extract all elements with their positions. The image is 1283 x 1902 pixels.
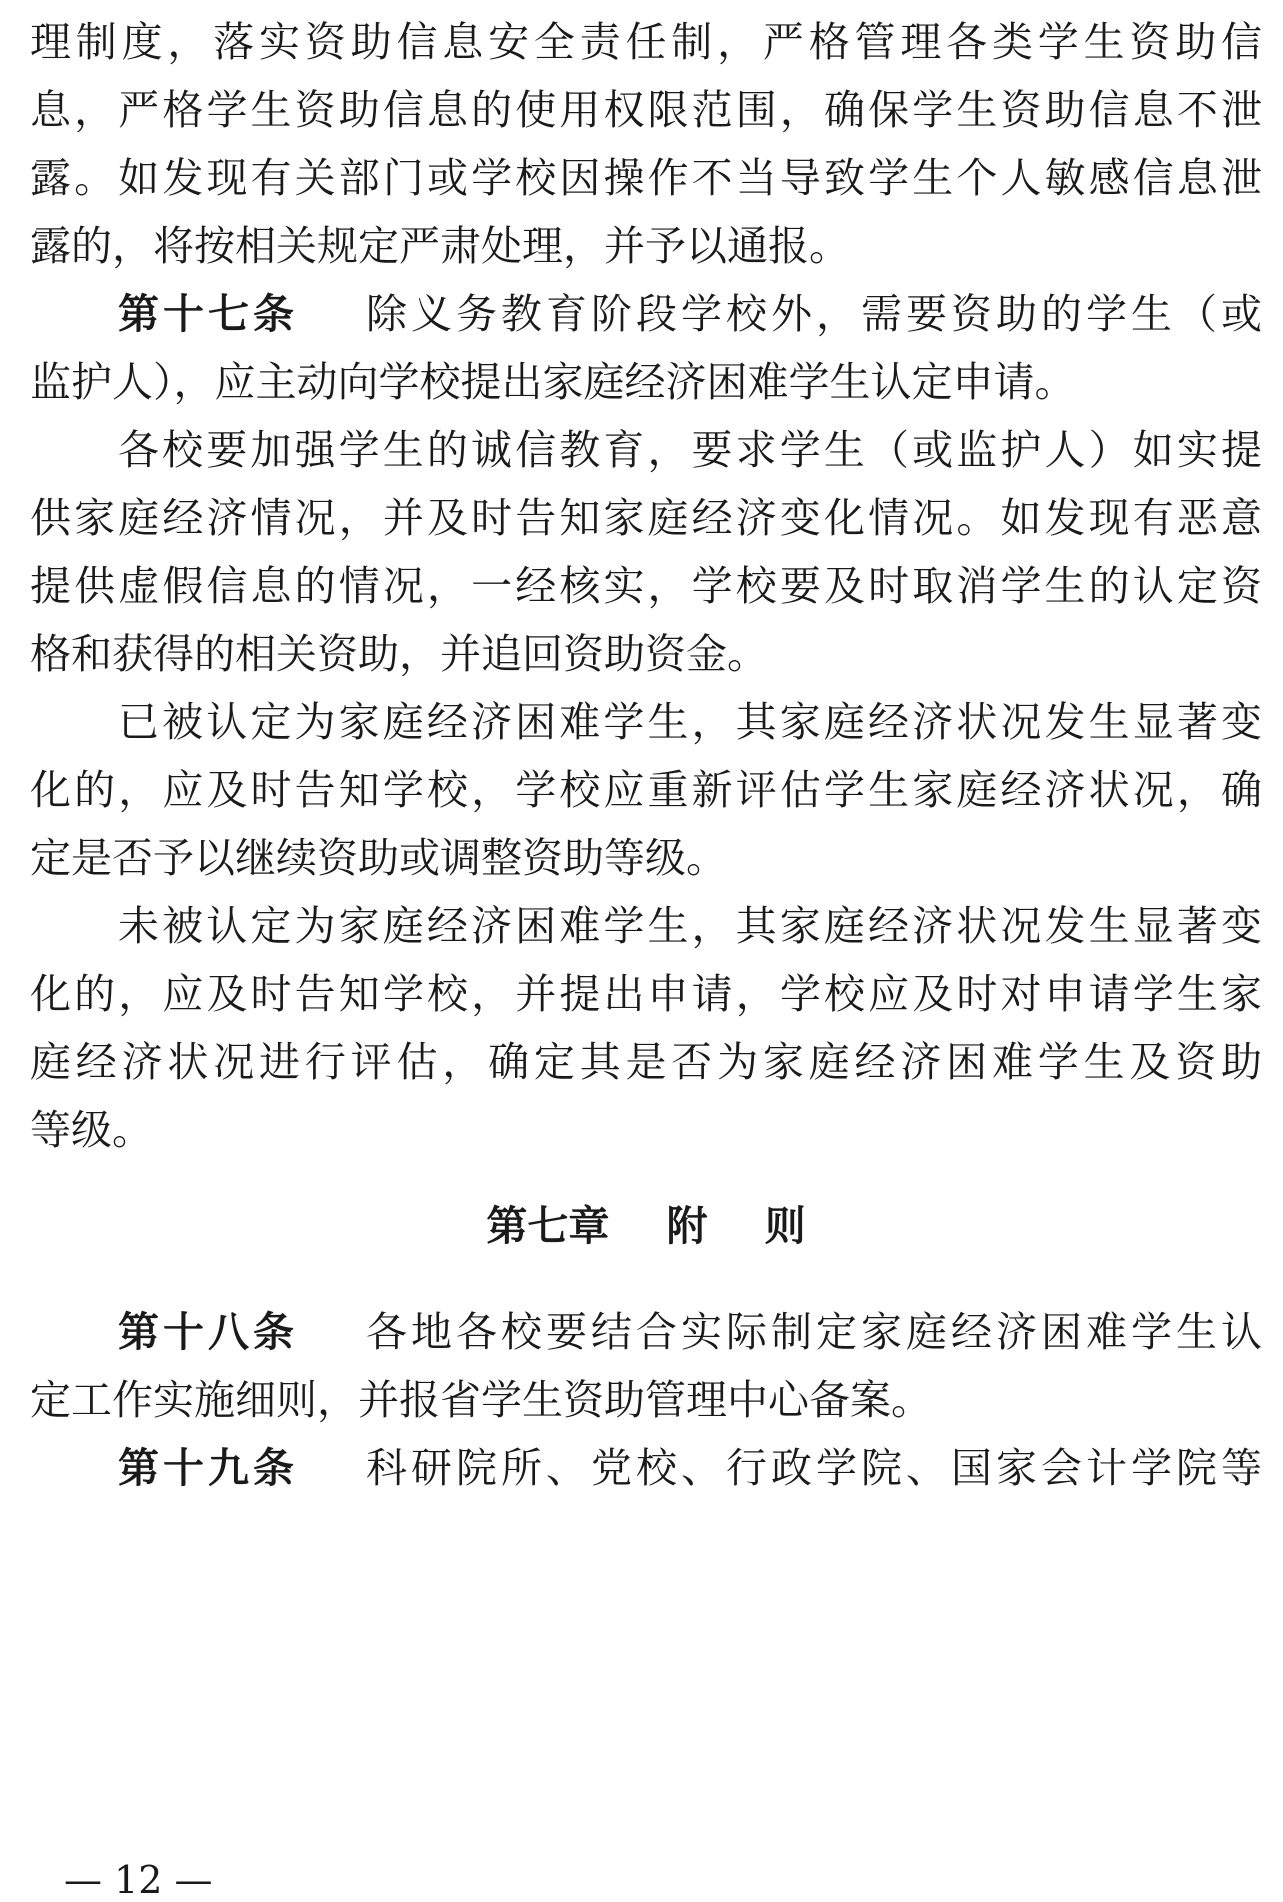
paragraph-line: 监护人），应主动向学校提出家庭经济困难学生认定申请。 <box>30 358 1076 406</box>
paragraph-line: 理制度，落实资助信息安全责任制，严格管理各类学生资助信 <box>30 18 1262 66</box>
paragraph-line: 息，严格学生资助信息的使用权限范围，确保学生资助信息不泄 <box>30 86 1262 134</box>
article-19-text: 科研院所、党校、行政学院、国家会计学院等 <box>366 1444 1262 1492</box>
article-18-line-1 <box>30 1302 1262 1362</box>
paragraph-line: 供家庭经济情况，并及时告知家庭经济变化情况。如发现有恶意 <box>30 494 1262 542</box>
article-19-label: 第十九条 <box>118 1444 298 1492</box>
chapter-heading: 第七章 附 则 <box>486 1202 806 1250</box>
article-19-line-1 <box>30 1438 1262 1498</box>
paragraph-line: 化的，应及时告知学校，并提出申请，学校应及时对申请学生家 <box>30 970 1262 1018</box>
paragraph-line: 定是否予以继续资助或调整资助等级。 <box>30 834 727 882</box>
paragraph-line: 露的，将按相关规定严肃处理，并予以通报。 <box>30 222 850 270</box>
paragraph-line: 等级。 <box>30 1106 153 1154</box>
paragraph-line: 定工作实施细则，并报省学生资助管理中心备案。 <box>30 1376 932 1424</box>
article-17-label: 第十七条 <box>118 290 298 338</box>
article-18-text: 各地各校要结合实际制定家庭经济困难学生认 <box>366 1308 1262 1356</box>
paragraph-line: 已被认定为家庭经济困难学生，其家庭经济状况发生显著变 <box>118 698 1262 746</box>
page-number: — 12 — <box>64 1858 213 1902</box>
paragraph-line: 未被认定为家庭经济困难学生，其家庭经济状况发生显著变 <box>118 902 1262 950</box>
paragraph-line: 化的，应及时告知学校，学校应重新评估学生家庭经济状况，确 <box>30 766 1262 814</box>
article-17-text: 除义务教育阶段学校外，需要资助的学生（或 <box>366 290 1262 338</box>
paragraph-line: 露。如发现有关部门或学校因操作不当导致学生个人敏感信息泄 <box>30 154 1262 202</box>
paragraph-line: 提供虚假信息的情况，一经核实，学校要及时取消学生的认定资 <box>30 562 1262 610</box>
paragraph-line: 庭经济状况进行评估，确定其是否为家庭经济困难学生及资助 <box>30 1038 1262 1086</box>
paragraph-line: 格和获得的相关资助，并追回资助资金。 <box>30 630 768 678</box>
article-18-label: 第十八条 <box>118 1308 298 1356</box>
article-17-line-1 <box>30 284 1262 344</box>
paragraph-line: 各校要加强学生的诚信教育，要求学生（或监护人）如实提 <box>118 426 1262 474</box>
